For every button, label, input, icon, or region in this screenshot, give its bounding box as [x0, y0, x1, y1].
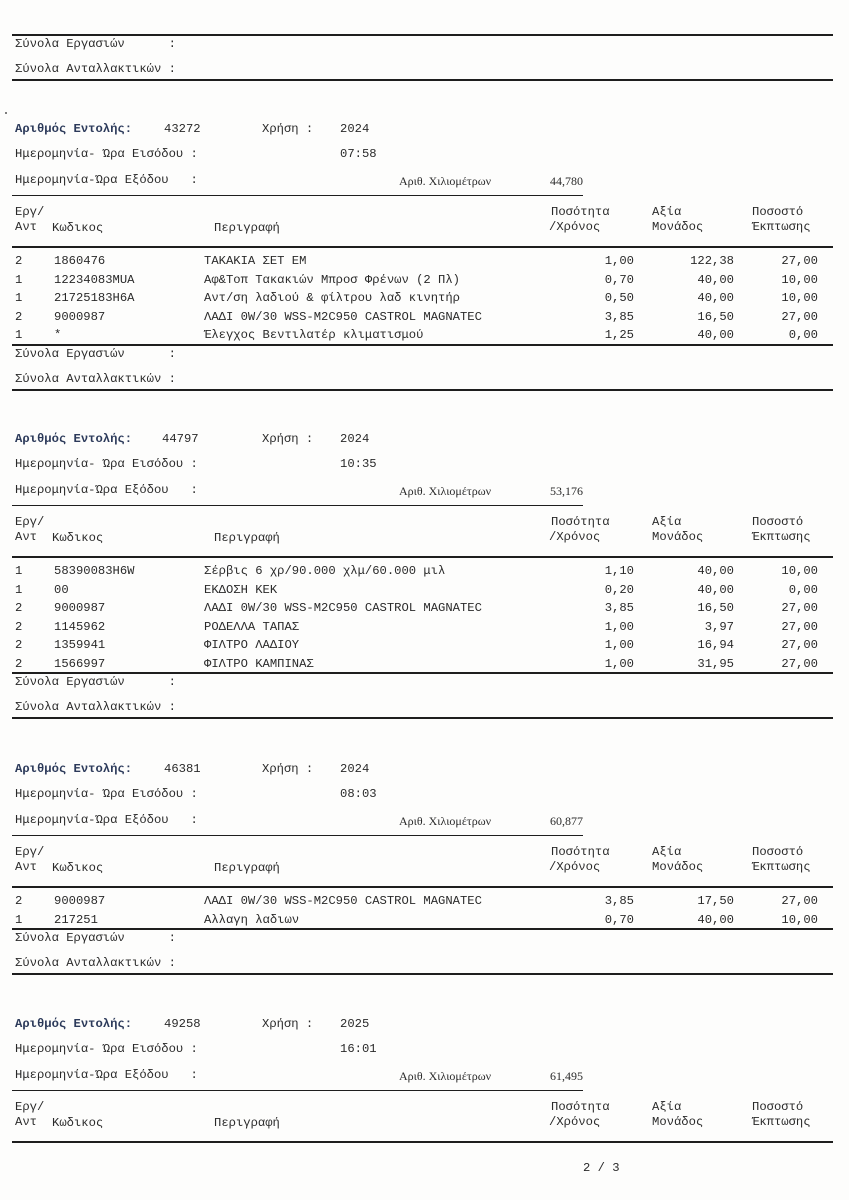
- entry-datetime-label: Ημερομηνία- Ώρα Εισόδου :: [15, 147, 198, 161]
- row-description: ΦΙΛΤΡΟ ΚΑΜΠΙΝΑΣ: [204, 656, 314, 671]
- col-description-header: Περιγραφή: [214, 1116, 280, 1130]
- entry-datetime-label: Ημερομηνία- Ώρα Εισόδου :: [15, 457, 198, 471]
- fiscal-year-value: 2024: [340, 122, 370, 136]
- divider-line: [12, 973, 833, 975]
- row-type: 2: [15, 309, 23, 324]
- col-discount-header: Ποσοστό: [752, 1100, 804, 1114]
- col-discount-header-2: Έκπτωσης: [752, 1115, 811, 1129]
- row-code: *: [54, 328, 62, 342]
- divider-line: [12, 672, 833, 674]
- col-qty-header-2: /Χρόνος: [549, 220, 601, 234]
- col-discount-header-2: Έκπτωσης: [752, 860, 811, 874]
- row-unit-value: 40,00: [697, 291, 734, 305]
- col-code-header: Κωδικος: [52, 1116, 104, 1130]
- col-unit-header-2: Μονάδος: [652, 220, 704, 234]
- row-type: 1: [15, 291, 23, 305]
- total-labor-label: Σύνολα Εργασιών :: [15, 346, 176, 361]
- row-description: ΛΑΔΙ 0W/30 WSS-M2C950 CASTROL MAGNATEC: [204, 601, 482, 615]
- total-labor-label: Σύνολα Εργασιών :: [15, 931, 176, 945]
- page-number: 2 / 3: [583, 1161, 620, 1175]
- row-unit-value: 16,94: [697, 638, 734, 652]
- divider-line: [12, 556, 833, 558]
- row-description: ΕΚΔΟΣΗ ΚΕΚ: [204, 582, 278, 597]
- row-type: 1: [15, 582, 23, 597]
- entry-time-value: 16:01: [340, 1042, 377, 1056]
- fiscal-year-label: Χρήση :: [262, 432, 314, 446]
- row-discount: 27,00: [781, 601, 818, 615]
- col-type-header-2: Αντ: [15, 220, 37, 234]
- col-discount-header: Ποσοστό: [752, 205, 804, 219]
- col-description-header: Περιγραφή: [214, 861, 280, 875]
- row-unit-value: 40,00: [697, 328, 734, 342]
- row-description: ΛΑΔΙ 0W/30 WSS-M2C950 CASTROL MAGNATEC: [204, 309, 482, 324]
- kilometers-label: Αριθ. Χιλιομέτρων: [399, 1069, 492, 1083]
- row-description: ΛΑΔΙ 0W/30 WSS-M2C950 CASTROL MAGNATEC: [204, 894, 482, 908]
- row-quantity: 1,00: [604, 619, 634, 634]
- row-description: Αλλαγη λαδιων: [204, 912, 300, 927]
- col-code-header: Κωδικος: [52, 531, 104, 545]
- col-qty-header: Ποσότητα: [551, 205, 610, 219]
- row-discount: 27,00: [781, 638, 818, 652]
- scan-speck: [5, 112, 7, 114]
- divider-line: [12, 389, 833, 391]
- row-type: 2: [15, 619, 23, 634]
- total-labor-label: Σύνολα Εργασιών :: [15, 675, 176, 689]
- row-code: 00: [54, 582, 69, 597]
- row-unit-value: 122,38: [690, 254, 734, 268]
- row-discount: 27,00: [781, 309, 818, 324]
- row-quantity: 0,50: [604, 291, 634, 305]
- col-discount-header: Ποσοστό: [752, 845, 804, 859]
- exit-datetime-label: Ημερομηνία-Ώρα Εξόδου :: [15, 1068, 198, 1082]
- fiscal-year-value: 2024: [340, 432, 370, 446]
- row-description: Αντ/ση λαδιού & φίλτρου λαδ κινητήρ: [204, 291, 460, 305]
- kilometers-value: 44,780: [550, 174, 583, 188]
- divider-line: [12, 717, 833, 719]
- row-quantity: 1,00: [604, 656, 634, 671]
- divider-line: [12, 886, 833, 888]
- col-unit-header: Αξία: [652, 1100, 682, 1114]
- col-unit-header-2: Μονάδος: [652, 530, 704, 544]
- row-discount: 10,00: [781, 564, 818, 578]
- entry-datetime-label: Ημερομηνία- Ώρα Εισόδου :: [15, 1042, 198, 1056]
- row-type: 2: [15, 894, 23, 908]
- col-discount-header-2: Έκπτωσης: [752, 530, 811, 544]
- col-type-header: Εργ/: [15, 845, 45, 859]
- col-unit-header: Αξία: [652, 205, 682, 219]
- col-discount-header: Ποσοστό: [752, 515, 804, 529]
- exit-datetime-label: Ημερομηνία-Ώρα Εξόδου :: [15, 483, 198, 497]
- total-parts-label: Σύνολα Ανταλλακτικών :: [15, 62, 176, 76]
- row-description: ΤΑΚΑΚΙΑ ΣΕΤ ΕΜ: [204, 254, 307, 268]
- kilometers-value: 60,877: [550, 814, 583, 828]
- col-type-header-2: Αντ: [15, 530, 37, 544]
- row-type: 1: [15, 912, 23, 927]
- col-type-header: Εργ/: [15, 205, 45, 219]
- exit-datetime-label: Ημερομηνία-Ώρα Εξόδου :: [15, 173, 198, 187]
- col-unit-header-2: Μονάδος: [652, 860, 704, 874]
- row-discount: 27,00: [781, 619, 818, 634]
- col-unit-header-2: Μονάδος: [652, 1115, 704, 1129]
- total-parts-label: Σύνολα Ανταλλακτικών :: [15, 956, 176, 970]
- row-code: 9000987: [54, 601, 106, 615]
- row-type: 2: [15, 254, 23, 268]
- row-quantity: 0,20: [604, 582, 634, 597]
- divider-line: [12, 1090, 583, 1091]
- row-type: 1: [15, 272, 23, 287]
- order-number-value: 46381: [164, 762, 201, 776]
- exit-datetime-label: Ημερομηνία-Ώρα Εξόδου :: [15, 813, 198, 827]
- col-qty-header: Ποσότητα: [551, 1100, 610, 1114]
- entry-time-value: 07:58: [340, 147, 377, 161]
- row-type: 2: [15, 601, 23, 615]
- col-qty-header-2: /Χρόνος: [549, 1115, 601, 1129]
- row-code: 1359941: [54, 638, 106, 652]
- col-qty-header: Ποσότητα: [551, 845, 610, 859]
- row-description: ΦΙΛΤΡΟ ΛΑΔΙΟΥ: [204, 638, 300, 652]
- order-number-value: 44797: [162, 432, 199, 446]
- row-quantity: 3,85: [604, 309, 634, 324]
- fiscal-year-value: 2025: [340, 1017, 370, 1031]
- divider-line: [12, 505, 583, 506]
- total-labor-label: Σύνολα Εργασιών :: [15, 37, 176, 51]
- order-number-value: 49258: [164, 1017, 201, 1031]
- kilometers-label: Αριθ. Χιλιομέτρων: [399, 484, 492, 498]
- col-type-header: Εργ/: [15, 1100, 45, 1114]
- row-discount: 10,00: [781, 912, 818, 927]
- kilometers-value: 61,495: [550, 1069, 583, 1083]
- row-code: 12234083MUA: [54, 272, 135, 287]
- row-description: Αφ&Τοπ Τακακιών Μπροσ Φρένων (2 Πλ): [204, 272, 460, 287]
- fiscal-year-label: Χρήση :: [262, 122, 314, 136]
- col-qty-header-2: /Χρόνος: [549, 530, 601, 544]
- total-parts-label: Σύνολα Ανταλλακτικών :: [15, 371, 176, 386]
- row-unit-value: 31,95: [697, 656, 734, 671]
- row-discount: 27,00: [781, 254, 818, 268]
- row-unit-value: 40,00: [697, 582, 734, 597]
- col-unit-header: Αξία: [652, 845, 682, 859]
- row-code: 1566997: [54, 656, 106, 671]
- row-quantity: 0,70: [604, 912, 634, 927]
- order-number-value: 43272: [164, 122, 201, 136]
- divider-line: [12, 1141, 833, 1143]
- row-code: 21725183H6A: [54, 291, 135, 305]
- row-quantity: 1,25: [604, 328, 634, 342]
- row-type: 1: [15, 564, 23, 578]
- col-code-header: Κωδικος: [52, 221, 104, 235]
- col-unit-header: Αξία: [652, 515, 682, 529]
- row-code: 9000987: [54, 309, 106, 324]
- divider-line: [12, 246, 833, 248]
- row-unit-value: 40,00: [697, 564, 734, 578]
- kilometers-value: 53,176: [550, 484, 583, 498]
- row-discount: 0,00: [788, 582, 818, 597]
- row-code: 217251: [54, 912, 98, 927]
- row-type: 2: [15, 638, 23, 652]
- row-discount: 27,00: [781, 894, 818, 908]
- row-discount: 10,00: [781, 272, 818, 287]
- col-code-header: Κωδικος: [52, 861, 104, 875]
- row-unit-value: 16,50: [697, 309, 734, 324]
- row-discount: 0,00: [788, 328, 818, 342]
- row-code: 58390083H6W: [54, 564, 135, 578]
- row-code: 1145962: [54, 619, 106, 634]
- fiscal-year-label: Χρήση :: [262, 1017, 314, 1031]
- row-quantity: 1,00: [604, 254, 634, 268]
- divider-line: [12, 928, 833, 930]
- col-qty-header-2: /Χρόνος: [549, 860, 601, 874]
- row-description: Έλεγχος Βεντιλατέρ κλιματισμού: [204, 328, 424, 342]
- row-quantity: 3,85: [604, 894, 634, 908]
- row-unit-value: 17,50: [697, 894, 734, 908]
- row-discount: 10,00: [781, 291, 818, 305]
- fiscal-year-value: 2024: [340, 762, 370, 776]
- entry-time-value: 10:35: [340, 457, 377, 471]
- col-type-header: Εργ/: [15, 515, 45, 529]
- col-type-header-2: Αντ: [15, 860, 37, 874]
- col-qty-header: Ποσότητα: [551, 515, 610, 529]
- order-number-label: Αριθμός Εντολής:: [15, 1017, 133, 1031]
- divider-line: [12, 344, 833, 346]
- kilometers-label: Αριθ. Χιλιομέτρων: [399, 174, 492, 188]
- row-quantity: 0,70: [604, 272, 634, 287]
- col-type-header-2: Αντ: [15, 1115, 37, 1129]
- order-number-label: Αριθμός Εντολής:: [15, 762, 133, 776]
- kilometers-label: Αριθ. Χιλιομέτρων: [399, 814, 492, 828]
- row-discount: 27,00: [781, 656, 818, 671]
- divider-line: [12, 195, 583, 196]
- row-type: 2: [15, 656, 23, 671]
- col-discount-header-2: Έκπτωσης: [752, 220, 811, 234]
- row-code: 9000987: [54, 894, 106, 908]
- fiscal-year-label: Χρήση :: [262, 762, 314, 776]
- row-description: Σέρβις 6 χρ/90.000 χλμ/60.000 μιλ: [204, 564, 446, 578]
- row-quantity: 1,10: [604, 564, 634, 578]
- col-description-header: Περιγραφή: [214, 531, 280, 545]
- col-description-header: Περιγραφή: [214, 221, 280, 235]
- row-unit-value: 3,97: [704, 619, 734, 634]
- row-quantity: 1,00: [604, 638, 634, 652]
- entry-datetime-label: Ημερομηνία- Ώρα Εισόδου :: [15, 787, 198, 801]
- order-number-label: Αριθμός Εντολής:: [15, 432, 133, 446]
- entry-time-value: 08:03: [340, 787, 377, 801]
- order-number-label: Αριθμός Εντολής:: [15, 122, 133, 136]
- row-quantity: 3,85: [604, 601, 634, 615]
- row-type: 1: [15, 328, 23, 342]
- row-unit-value: 16,50: [697, 601, 734, 615]
- total-parts-label: Σύνολα Ανταλλακτικών :: [15, 700, 176, 714]
- divider-line: [12, 835, 583, 836]
- divider-line: [12, 79, 833, 81]
- row-unit-value: 40,00: [697, 912, 734, 927]
- row-unit-value: 40,00: [697, 272, 734, 287]
- divider-line: [12, 34, 833, 36]
- row-description: ΡΟΔΕΛΛΑ ΤΑΠΑΣ: [204, 619, 300, 634]
- row-code: 1860476: [54, 254, 106, 268]
